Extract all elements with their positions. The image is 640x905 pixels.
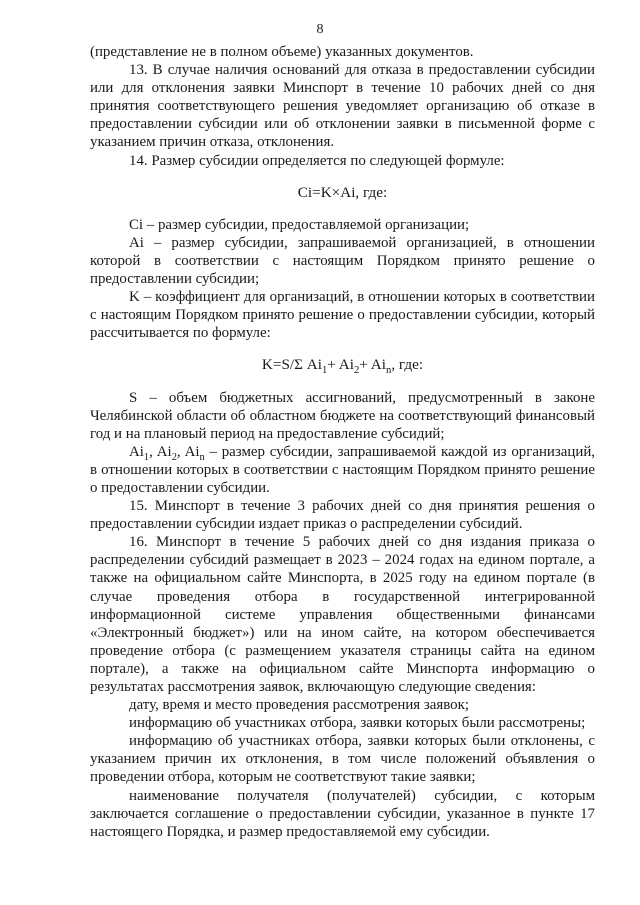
ai-list-sub: 1: [143, 451, 150, 463]
list-item: наименование получателя (получателей) субсидии, с которым заключается соглашение о предоставлении субсидии, указанное в пункте 17 настоящего Порядка, и размер предоставляемой ему субсидии.: [90, 787, 595, 840]
paragraph-16: 16. Минспорт в течение 5 рабочих дней со дня издания приказа о распределении субсидий размещает в 2023 – 2024 годах на едином портале, а также на официальном сайте Минспорта, в 2025 году на едином портале (в случае проведения отбора в государственной интегрированной информационной системе управления общественными финансами «Электронный бюджет») или на ином сайте, на котором обеспечивается проведение отбора (с размещением указателя страницы сайта на едином портале), а также на официальном сайте Минспорта информацию о результатах рассмотрения заявок, включающую следующие сведения:: [90, 534, 595, 695]
definition-ai-list: [90, 443, 595, 497]
ai-list-part: , Ai: [176, 443, 200, 460]
formula-k-sub: 1: [321, 365, 328, 377]
definition-s: S – объем бюджетных ассигнований, предусмотренный в законе Челябинской области об областном бюджете на соответствующий финансовый год и на плановый период на предоставление субсидий;: [90, 389, 595, 442]
formula-k-part: K=S/Σ Ai: [261, 356, 322, 374]
page-number: 8: [316, 22, 324, 37]
ai-list-part: , Ai: [149, 443, 172, 460]
ai-list-sub: 2: [171, 451, 177, 463]
paragraph-13: 13. В случае наличия оснований для отказа в предоставлении субсидии или для отклонения заявки Минспорт в течение 10 рабочих дней со дня принятия соответствующего решения уведомляет организацию об отказе в предоставлении субсидии или об отклонении заявки в письменной форме с указанием причин отказа, отклонения.: [90, 62, 595, 151]
formula-k-part: + Ai: [359, 356, 386, 374]
list-item: дату, время и место проведения рассмотрения заявок;: [129, 697, 469, 714]
ai-list-part: – размер субсидии, запрашиваемой каждой из организаций, в отношении которых в соответствии с настоящим Порядком принято решение о предоставлении субсидии.: [90, 443, 596, 496]
paragraph-continuation: (представление не в полном объеме) указанных документов.: [90, 44, 474, 60]
formula-k: [90, 356, 595, 377]
ai-list-sub: n: [199, 451, 205, 463]
formula-k-part: + Ai: [327, 356, 354, 374]
formula-k-part: , где:: [391, 356, 424, 374]
formula-ci: Ci=K×Ai, где:: [297, 183, 388, 201]
formula-k-sub: 2: [353, 365, 360, 377]
definition-k: K – коэффициент для организаций, в отношении которых в соответствии с настоящим Порядком принято решение о предоставлении субсидии, который рассчитывается по формуле:: [90, 289, 595, 342]
formula-k-sub: n: [386, 365, 392, 377]
definition-ai: Ai – размер субсидии, запрашиваемой организацией, в отношении которой в соответствии с настоящим Порядком принято решение о предоставлении субсидии;: [90, 234, 595, 288]
definition-ci: Ci – размер субсидии, предоставляемой организации;: [129, 216, 470, 233]
list-item: информацию об участниках отбора, заявки которых были отклонены, с указанием причин их отклонения, в том числе положений объявления о проведении отбора, которым не соответствуют такие заявки;: [90, 733, 595, 786]
list-item: информацию об участниках отбора, заявки которых были рассмотрены;: [129, 715, 586, 732]
paragraph-14: 14. Размер субсидии определяется по следующей формуле:: [129, 152, 505, 169]
ai-list-part: Ai: [129, 443, 144, 460]
document-body: [90, 43, 595, 841]
paragraph-15: 15. Минспорт в течение 3 рабочих дней со дня принятия решения о предоставлении субсидии издает приказ о распределении субсидий.: [90, 498, 595, 533]
